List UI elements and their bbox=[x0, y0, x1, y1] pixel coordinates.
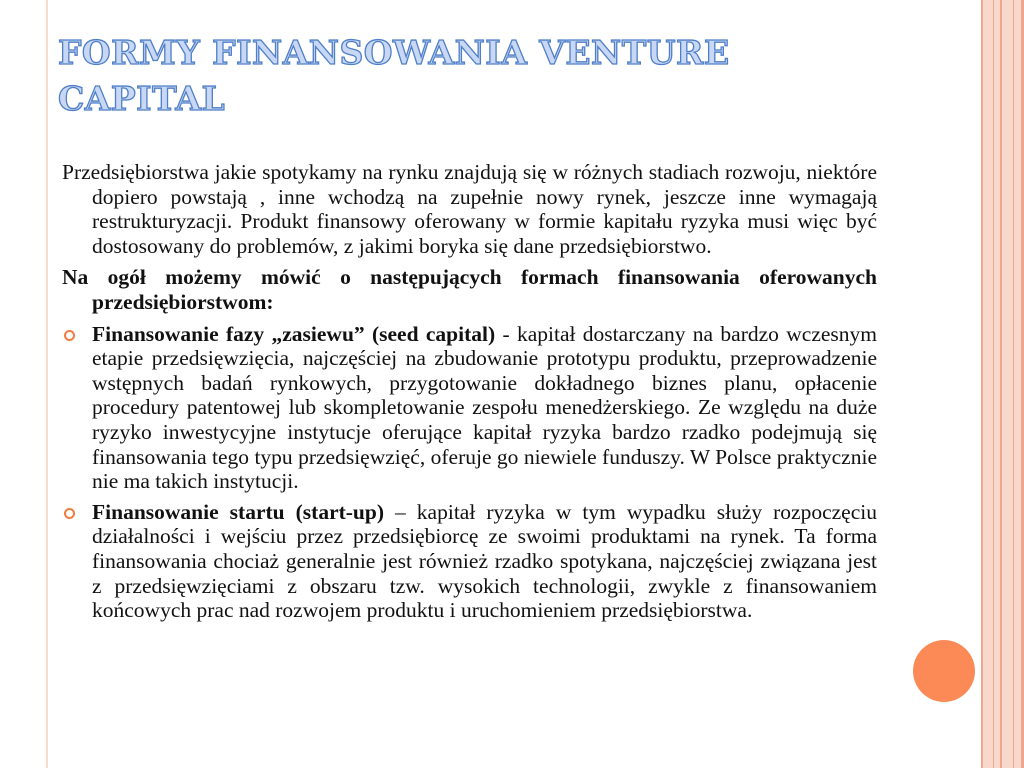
list-item bbox=[62, 500, 877, 623]
stripe-line bbox=[1013, 0, 1014, 768]
stripe-line bbox=[993, 0, 994, 768]
stripe-line bbox=[1000, 0, 1002, 768]
bullet-heading: Finansowanie startu (start-up) bbox=[92, 499, 384, 524]
bullet-text: – kapitał ryzyka w tym wypadku służy rozpoczęciu działalności i wejściu przez przedsiębiorcę ze swoimi produktami na rynek. Ta forma finansowania chociaż generalnie jest również rzadko spotykana, najczęściej związana jest z przedsięwzięciami z obszaru tzw. wysokich technologii, zwykle z finansowaniem końcowych prac nad rozwojem produktu i uruchomieniem przedsiębiorstwa. bbox=[92, 499, 877, 623]
stripe-line bbox=[981, 0, 983, 768]
bullet-heading: Finansowanie fazy „zasiewu” (seed capital) bbox=[92, 321, 496, 346]
lead-paragraph: Na ogół możemy mówić o następujących formach finansowania oferowanych przedsiębiorstwom: bbox=[62, 265, 877, 314]
decorative-stripes bbox=[982, 0, 1024, 768]
slide-body bbox=[62, 160, 877, 629]
slide-title: FORMY FINANSOWANIA VENTURE CAPITAL bbox=[58, 33, 730, 118]
bullet-icon bbox=[64, 330, 75, 341]
bullet-text: - kapitał dostarczany na bardzo wczesnym etapie przedsięwzięcia, najczęściej na zbudowanie prototypu produktu, przeprowadzenie wstępnych badań rynkowych, przygotowanie dokładnego biznes planu, opłacenie procedury patentowej lub skompletowanie zespołu menedżerskiego. Ze względu na duże ryzyko inwestycyjne instytucje oferujące kapitał ryzyka bardzo rzadko podejmują się finansowania tego typu przedsięwzięć, oferuje go niewiele funduszy. W Polsce praktycznie nie ma takich instytucji. bbox=[92, 321, 877, 494]
left-border-line bbox=[46, 0, 48, 768]
list-item bbox=[62, 322, 877, 494]
intro-paragraph: Przedsiębiorstwa jakie spotykamy na rynku znajdują się w różnych stadiach rozwoju, niektóre dopiero powstają , inne wchodzą na zupełnie nowy rynek, jeszcze inne wymagają restrukturyzacji. Produkt finansowy oferowany w formie kapitału ryzyka musi więc być dostosowany do problemów, z jakimi boryka się dane przedsiębiorstwo. bbox=[62, 160, 877, 258]
bullet-icon bbox=[64, 508, 75, 519]
decorative-circle bbox=[913, 640, 975, 702]
